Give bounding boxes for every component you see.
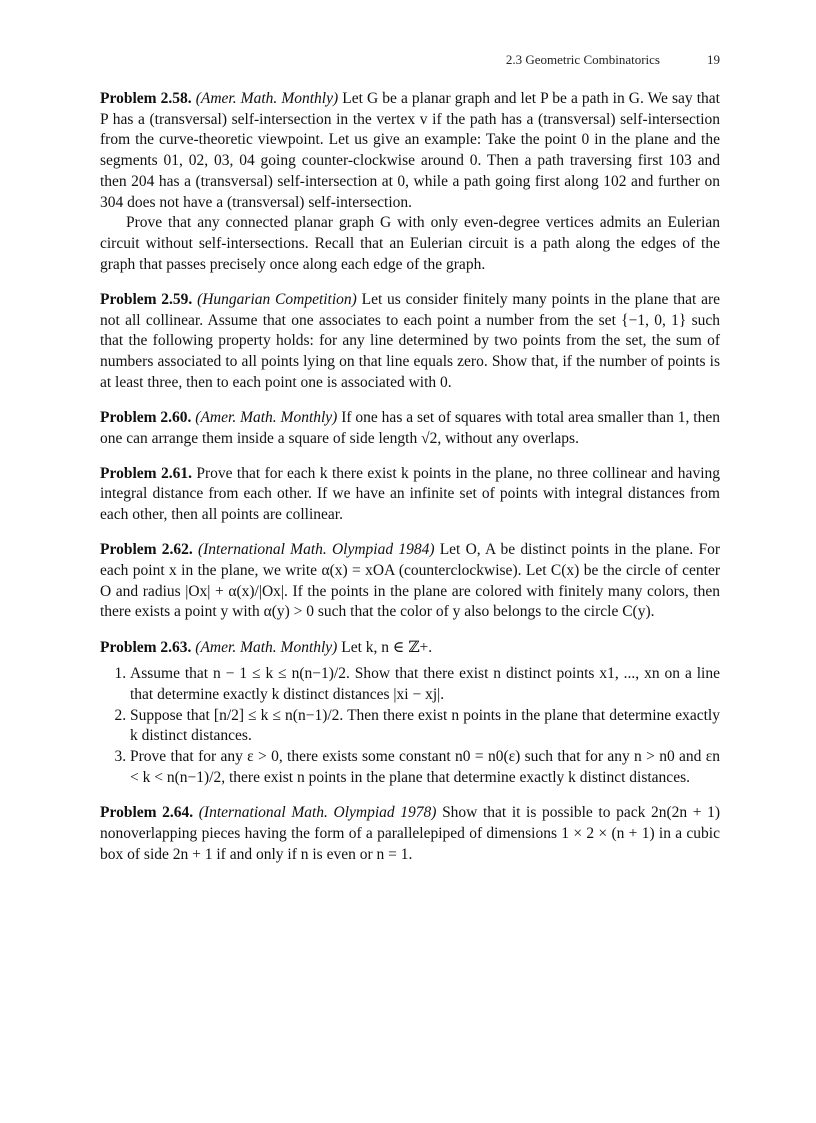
- page-body: [100, 89, 720, 880]
- problem-label: Problem 2.61.: [100, 464, 192, 482]
- section-title: 2.3 Geometric Combinatorics: [505, 52, 660, 67]
- problem-label: Problem 2.64.: [100, 804, 194, 822]
- list-item: 3. Prove that for any ε > 0, there exists some constant n0 = n0(ε) such that for any n > n0 and εn < k < n(n−1)/2, there exist n points in the plane that determine exactly k distinct distances.: [130, 747, 720, 788]
- running-head: [100, 52, 720, 72]
- problem-source: (Amer. Math. Monthly): [195, 90, 339, 107]
- problem-text: Prove that any connected planar graph G with only even-degree vertices admits an Eulerian circuit without self-intersections. Recall that an Eulerian circuit is a path along the edges of the graph that passes precisely once along each edge of the graph.: [100, 214, 720, 273]
- problem-2-58: [100, 89, 720, 275]
- problem-2-60: [100, 408, 720, 449]
- problem-2-61: [100, 464, 720, 526]
- page-number: 19: [707, 52, 720, 67]
- problem-text: Let O, A be distinct points in the plane. For each point x in the plane, we write α(x) = xOA (counterclockwise). Let C(x) be the circle of center O and radius |Ox| + α(x)/|Ox|. If the points in the plane are colored with finitely many colors, then there exists a point y with α(y) > 0 such that the color of y also belongs to the circle C(y).: [100, 541, 720, 621]
- problem-2-59: [100, 290, 720, 394]
- problem-text: If one has a set of squares with total area smaller than 1, then one can arrange them inside a square of side length √2, without any overlaps.: [100, 408, 720, 447]
- problem-label: Problem 2.59.: [100, 290, 193, 308]
- problem-text: Let us consider finitely many points in the plane that are not all collinear. Assume that one associates to each point a number from the set {−1, 0, 1} such that the following property holds: for any line determined by two points from the set, the sum of numbers associated to all points lying on that line equals zero. Show that, if the number of points is at least three, then to each point one is associated with 0.: [100, 290, 721, 391]
- problem-label: Problem 2.60.: [100, 408, 192, 426]
- problem-label: Problem 2.62.: [100, 541, 193, 559]
- problem-item-list: [100, 664, 720, 788]
- problem-text: Let G be a planar graph and let P be a path in G. We say that P has a (transversal) self-intersection in the vertex v if the path has a (transversal) self-intersection from the curve-theoretic viewpoint. Let us give an example: Take the point 0 in the plane and the segments 01, 02, 03, 04 going counter-clockwise around 0. Then a path traversing first 103 and then 204 has a (transversal) self-intersection at 0, while a path going first along 102 and further on 304 does not have a (transversal) self-intersection.: [100, 90, 720, 211]
- problem-2-62: [100, 540, 720, 623]
- problem-text: Prove that for each k there exist k points in the plane, no three collinear and having integral distance from each other. If we have an infinite set of points with integral distances from each other, then all points are collinear.: [100, 464, 720, 524]
- problem-source: (International Math. Olympiad 1978): [198, 804, 437, 822]
- problem-source: (Hungarian Competition): [197, 290, 357, 308]
- list-item: 2. Suppose that [n/2] ≤ k ≤ n(n−1)/2. Then there exist n points in the plane that determine exactly k distinct distances.: [130, 706, 720, 747]
- problem-text: Show that it is possible to pack 2n(2n + 1) nonoverlapping pieces having the form of a parallelepiped of dimensions 1 × 2 × (n + 1) in a cubic box of side 2n + 1 if and only if n is even or n = 1.: [100, 804, 720, 863]
- problem-2-63: [100, 638, 720, 789]
- problem-label: Problem 2.63.: [100, 638, 192, 656]
- problem-source: (Amer. Math. Monthly): [195, 638, 338, 656]
- problem-source: (International Math. Olympiad 1984): [197, 541, 435, 559]
- problem-text: Let k, n ∈ ℤ+.: [341, 638, 433, 656]
- problem-label: Problem 2.58.: [100, 90, 192, 107]
- list-item: 1. Assume that n − 1 ≤ k ≤ n(n−1)/2. Show that there exist n distinct points x1, ..., xn on a line that determine exactly k distinct distances |xi − xj|.: [130, 664, 720, 705]
- problem-2-64: [100, 803, 720, 865]
- problem-source: (Amer. Math. Monthly): [195, 408, 338, 426]
